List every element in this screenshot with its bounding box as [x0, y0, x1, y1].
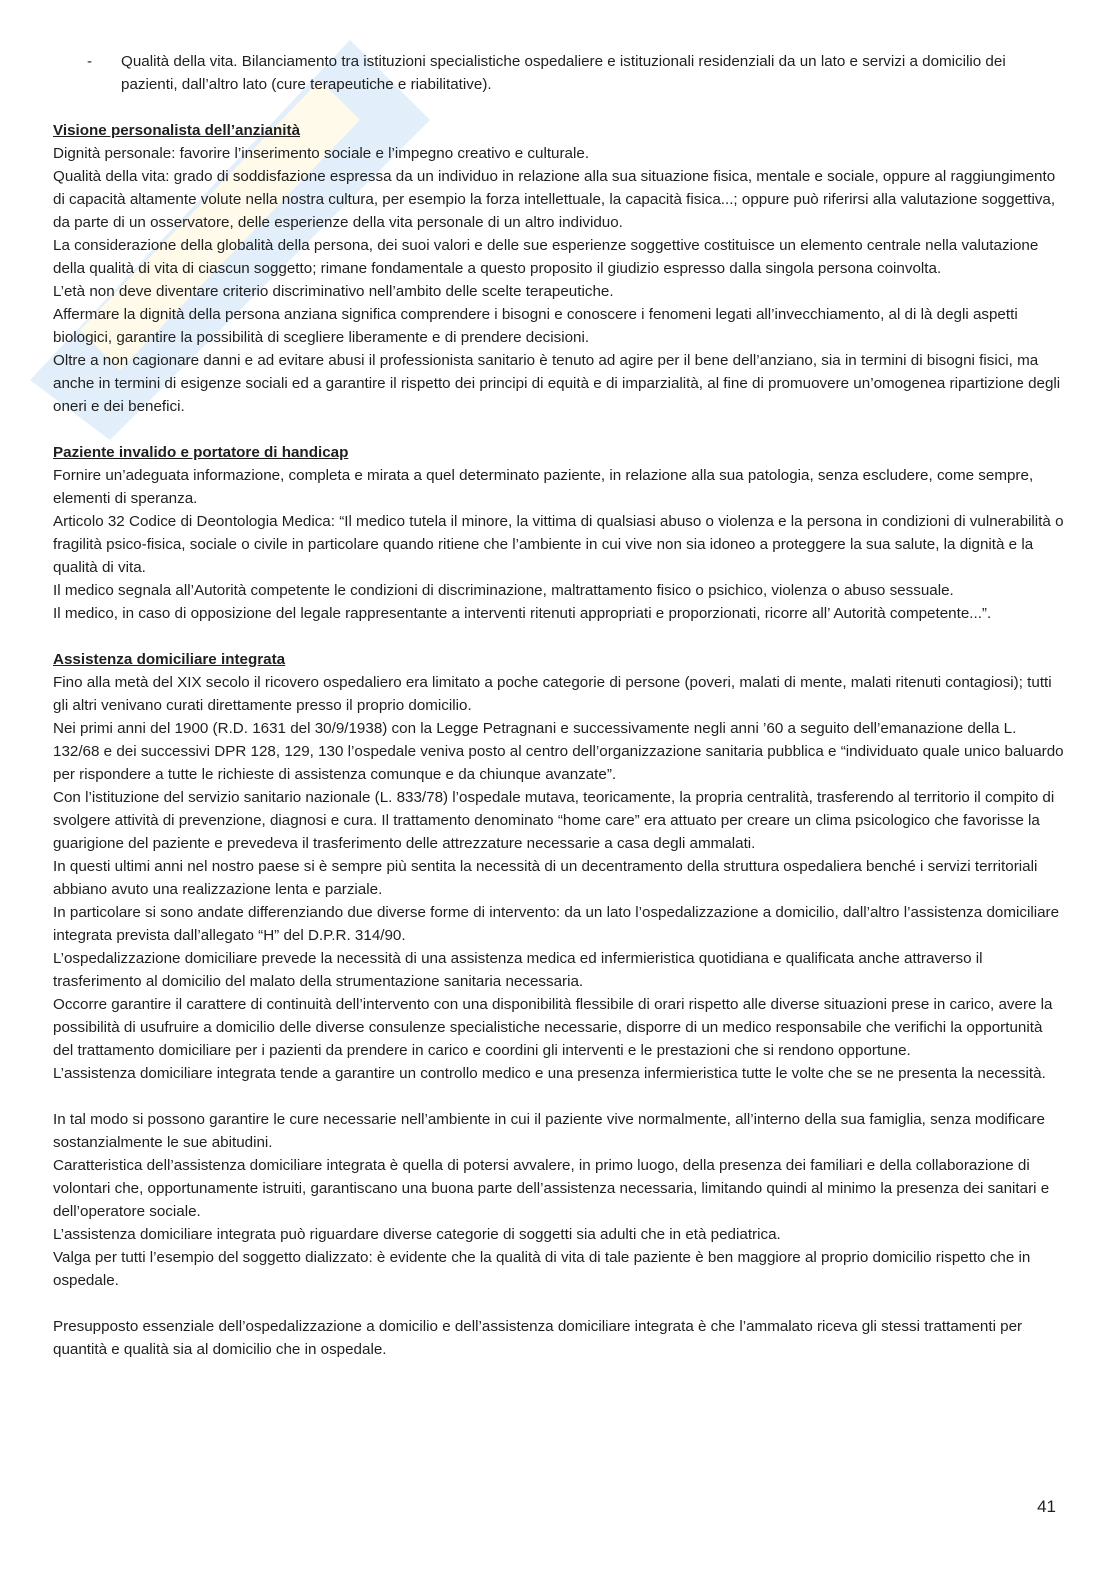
closing-paragraph: Presupposto essenziale dell’ospedalizzazione a domicilio e dell’assistenza domiciliare integrata è che l’ammalato riceva gli stessi trattamenti per quantità e qualità sia al domicilio che in ospedale.: [53, 1318, 1023, 1358]
paragraph: In tal modo si possono garantire le cure necessarie nell’ambiente in cui il paziente vive normalmente, all’interno della sua famiglia, senza modificare sostanzialmente le sue abitudini.: [53, 1111, 1045, 1151]
bullet-text: Qualità della vita. Bilanciamento tra istituzioni specialistiche ospedaliere e istituzionali residenziali da un lato e servizi a domicilio dei pazienti, dall’altro lato (cure terapeutiche e riabilitative).: [121, 53, 1006, 93]
bullet-marker: -: [87, 53, 93, 70]
spacer: [53, 1085, 1065, 1108]
paragraph: In particolare si sono andate differenziando due diverse forme di intervento: da un lato l’ospedalizzazione a domicilio, dall’altro l’assistenza domiciliare integrata prevista dall’allegato “H” del D.P.R. 314/90.: [53, 904, 1060, 944]
paragraph: Caratteristica dell’assistenza domiciliare integrata è quella di potersi avvalere, in primo luogo, della presenza dei familiari e della collaborazione di volontari che, opportunamente istruiti, garantiscano una buona parte dell’assistenza necessaria, limitando quindi al minimo la presenza dei sanitari e dell’operatore sociale.: [53, 1157, 1050, 1220]
paragraph: Occorre garantire il carattere di continuità dell’intervento con una disponibilità flessibile di orari rispetto alle diverse situazioni prese in carico, avere la possibilità di usufruire a domicilio delle diverse consulenze specialistiche necessarie, disporre di un medico responsabile che verifichi la opportunità del trattamento domiciliare per i pazienti da prendere in carico e coordini gli interventi e le prestazioni che si rendono opportune.: [53, 996, 1053, 1059]
page-number: 41: [1037, 1497, 1056, 1516]
spacer: [53, 1292, 1065, 1315]
paragraph: Fornire un’adeguata informazione, completa e mirata a quel determinato paziente, in relazione alla sua patologia, senza escludere, come sempre, elementi di speranza.: [53, 467, 1034, 507]
paragraph: Qualità della vita: grado di soddisfazione espressa da un individuo in relazione alla sua situazione fisica, mentale e sociale, oppure al raggiungimento di capacità altamente volute nella nostra cultura, per esempio la forza intellettuale, la capacità fisica...; oppure può riferirsi alla valutazione soggettiva, da parte di un osservatore, delle esperienze della vita personale di un altro individuo.: [53, 168, 1056, 231]
paragraph: Valga per tutti l’esempio del soggetto dializzato: è evidente che la qualità di vita di tale paziente è ben maggiore al proprio domicilio rispetto che in ospedale.: [53, 1249, 1031, 1289]
section-heading: Paziente invalido e portatore di handicap: [53, 444, 349, 461]
paragraph: In questi ultimi anni nel nostro paese si è sempre più sentita la necessità di un decentramento della struttura ospedaliera benché i servizi territoriali abbiano avuto una realizzazione lenta e parziale.: [53, 858, 1038, 898]
paragraph: L’assistenza domiciliare integrata può riguardare diverse categorie di soggetti sia adulti che in età pediatrica.: [53, 1226, 781, 1243]
paragraph: Articolo 32 Codice di Deontologia Medica: “Il medico tutela il minore, la vittima di qualsiasi abuso o violenza e la persona in condizioni di vulnerabilità o fragilità psico-fisica, sociale o civile in particolare quando ritiene che l’ambiente in cui vive non sia idoneo a proteggere la sua salute, la dignità e la qualità di vita.: [53, 513, 1064, 576]
paragraph: Affermare la dignità della persona anziana significa comprendere i bisogni e conoscere i fenomeni legati all’invecchiamento, al di là degli aspetti biologici, garantire la possibilità di scegliere liberamente e di prendere decisioni.: [53, 306, 1018, 346]
document-body: [53, 50, 1065, 1361]
paragraph: La considerazione della globalità della persona, dei suoi valori e delle sue esperienze soggettive costituisce un elemento centrale nella valutazione della qualità di vita di ciascun soggetto; rimane fondamentale a questo proposito il giudizio espresso dalla singola persona coinvolta.: [53, 237, 1039, 277]
paragraph: Nei primi anni del 1900 (R.D. 1631 del 30/9/1938) con la Legge Petragnani e successivamente negli anni ’60 a seguito dell’emanazione della L. 132/68 e dei successivi DPR 128, 129, 130 l’ospedale veniva posto al centro dell’organizzazione sanitaria pubblica e “individuato quale unico baluardo per rispondere a tutte le richieste di assistenza comunque e da chiunque avanzate”.: [53, 720, 1064, 783]
section-heading: Assistenza domiciliare integrata: [53, 651, 286, 668]
paragraph: L’ospedalizzazione domiciliare prevede la necessità di una assistenza medica ed infermieristica quotidiana e qualificata anche attraverso il trasferimento al domicilio del malato della strumentazione sanitaria necessaria.: [53, 950, 983, 990]
paragraph: Il medico segnala all’Autorità competente le condizioni di discriminazione, maltrattamento fisico o psichico, violenza o abuso sessuale.: [53, 582, 954, 599]
section-heading: Visione personalista dell’anzianità: [53, 122, 301, 139]
paragraph: L’assistenza domiciliare integrata tende a garantire un controllo medico e una presenza infermieristica tutte le volte che se ne presenta la necessità.: [53, 1065, 1046, 1082]
paragraph: L’età non deve diventare criterio discriminativo nell’ambito delle scelte terapeutiche.: [53, 283, 614, 300]
paragraph: Il medico, in caso di opposizione del legale rappresentante a interventi ritenuti appropriati e proporzionati, ricorre all’ Autorità competente...”.: [53, 605, 992, 622]
intro-bullet: [53, 50, 1065, 96]
paragraph: Oltre a non cagionare danni e ad evitare abusi il professionista sanitario è tenuto ad agire per il bene dell’anziano, sia in termini di bisogni fisici, ma anche in termini di esigenze sociali ed a garantire il rispetto dei principi di equità e di imparzialità, al fine di promuovere un’omogenea ripartizione degli oneri e dei benefici.: [53, 352, 1061, 415]
paragraph: Fino alla metà del XIX secolo il ricovero ospedaliero era limitato a poche categorie di persone (poveri, malati di mente, malati ritenuti contagiosi); tutti gli altri venivano curati direttamente presso il proprio domicilio.: [53, 674, 1052, 714]
paragraph: Con l’istituzione del servizio sanitario nazionale (L. 833/78) l’ospedale mutava, teoricamente, la propria centralità, trasferendo al territorio il compito di svolgere attività di prevenzione, diagnosi e cura. Il trattamento denominato “home care” era attuato per creare un clima psicologico che favorisse la guarigione del paziente e prevedeva il trasferimento delle attrezzature necessarie a casa degli ammalati.: [53, 789, 1055, 852]
paragraph: Dignità personale: favorire l’inserimento sociale e l’impegno creativo e culturale.: [53, 145, 590, 162]
